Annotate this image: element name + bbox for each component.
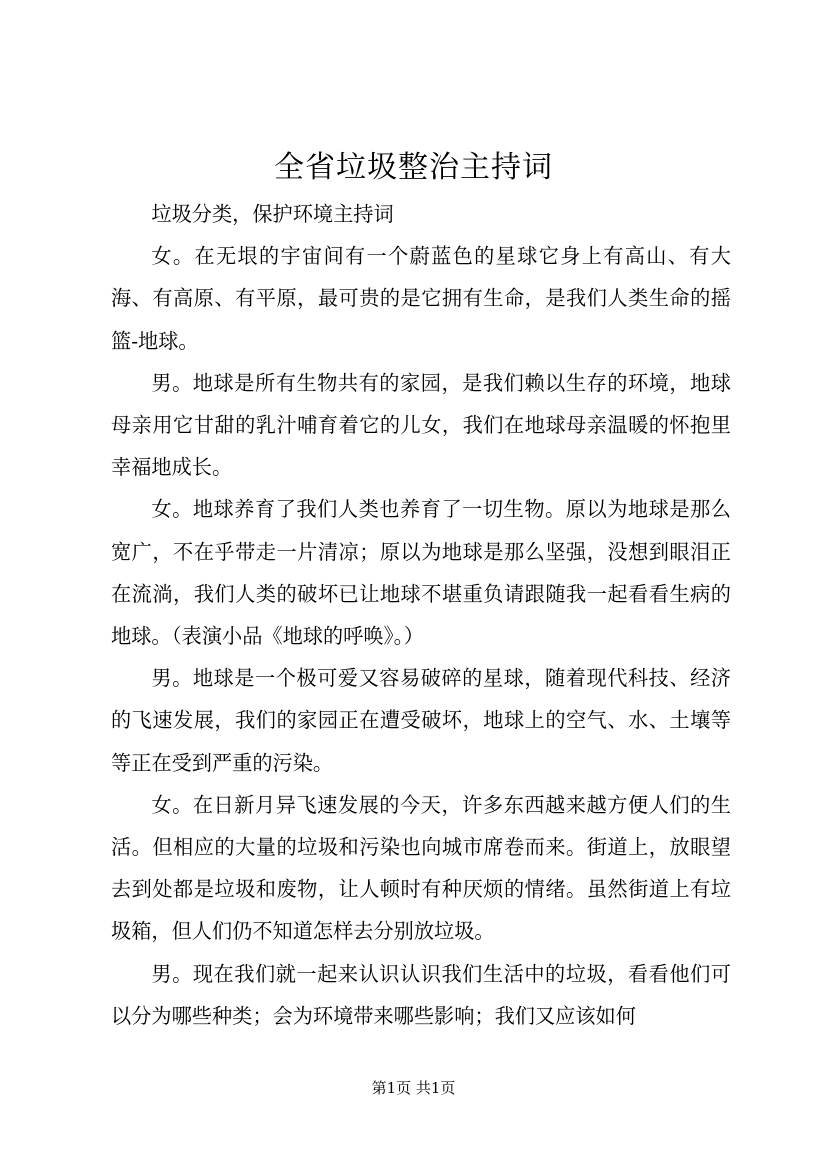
paragraph: 男。地球是一个极可爱又容易破碎的星球，随着现代科技、经济的飞速发展，我们的家园正在遭受破坏，地球上的空气、水、土壤等等正在受到严重的污染。 xyxy=(111,666,731,775)
paragraph: 女。在日新月异飞速发展的今天，许多东西越来越方便人们的生活。但相应的大量的垃圾和污染也向城市席卷而来。街道上，放眼望去到处都是垃圾和废物，让人顿时有种厌烦的情绪。虽然街道上有垃圾箱，但人们仍不知道怎样去分别放垃圾。 xyxy=(111,792,731,944)
paragraph: 男。现在我们就一起来认识认识我们生活中的垃圾，看看他们可以分为哪些种类；会为环境带来哪些影响；我们又应该如何 xyxy=(111,961,731,1028)
paragraph: 女。在无垠的宇宙间有一个蔚蓝色的星球它身上有高山、有大海、有高原、有平原，最可贵的是它拥有生命，是我们人类生命的摇篮-地球。 xyxy=(111,244,731,353)
document-body xyxy=(111,193,731,1037)
document-title: 全省垃圾整治主持词 xyxy=(274,150,553,185)
page-footer: 第1页 共1页 xyxy=(371,1079,456,1097)
paragraph: 女。地球养育了我们人类也养育了一切生物。原以为地球是那么宽广，不在乎带走一片清凉；原以为地球是那么坚强，没想到眼泪正在流淌，我们人类的破坏已让地球不堪重负请跟随我一起看看生病的地球。（表演小品《地球的呼唤》。） xyxy=(111,497,731,649)
paragraph: 男。地球是所有生物共有的家园，是我们赖以生存的环境，地球母亲用它甘甜的乳汁哺育着它的儿女，我们在地球母亲温暖的怀抱里幸福地成长。 xyxy=(111,370,731,480)
paragraph-subtitle: 垃圾分类，保护环境主持词 xyxy=(151,202,394,226)
